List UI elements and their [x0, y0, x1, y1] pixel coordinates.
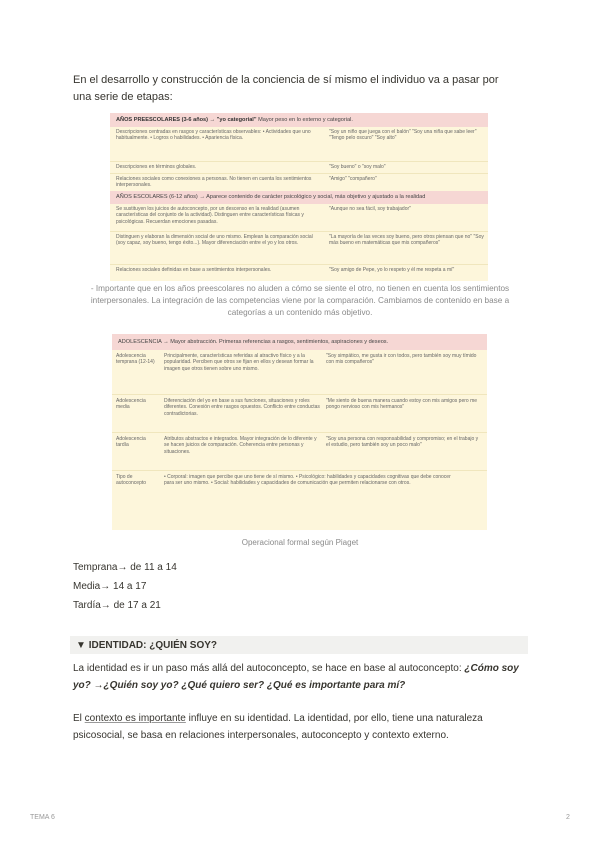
table-section-header: AÑOS ESCOLARES (6-12 años) → Aparece contenido de carácter psicológico y social, más objetivo y ajustado a la realidad [110, 191, 488, 204]
stage-media: Media→ 14 a 17 [73, 581, 147, 592]
table2-caption: Operacional formal según Piaget [241, 538, 359, 547]
triangle-down-icon: ▼ [76, 640, 86, 651]
stage-temprana: Temprana→ de 11 a 14 [73, 562, 177, 573]
table1-caption: - Importante que en los años preescolares no aluden a cómo se siente el otro, no tienen en cuenta los sentimientos interpersonales. La integración de las competencias viene por la comparación. Cambiamos de contenido en base a categorías a un contenido más objetivo. [90, 284, 510, 317]
table-row: Distinguen y elaboran la dimensión social de uno mismo. Emplean la comparación social (soy capaz, soy bueno, tengo éxito...). Mayor diferenciación entre el yo y los otros. "La mayoría de las veces soy bueno, pero otros piensan que no" "Soy más bueno en matemáticas que mis compañeros" [110, 231, 488, 264]
table-row: Adolescencia tardía Atributos abstractos e integrados. Mayor integración de lo diferente y se hacen juicios de comparación. Coherencia entre personas y situaciones. "Soy una persona con responsabilidad y compromiso; en el trabajo y el estudio, pero también soy un poco malo" [112, 432, 487, 470]
table-row: Descripciones centradas en rasgos y características observables: • Actividades que uno habitualmente. • Logros o habilidades. • Apariencia física. "Soy un niño que juega con el balón" "Soy una niña que sabe leer" "Tengo pelo oscuro" "Soy alto" [116, 129, 477, 142]
table-row: Tipo de autoconcepto • Corporal: imagen que percibe que uno tiene de sí mismo. • Psicológico: habilidades y capacidades cognitivas que debe conocer para ser uno mismo. • Social: habilidades y capacidades de comunicación que permiten relacionarse con otros. [112, 470, 487, 510]
page-number: 2 [566, 814, 570, 821]
preschool-school-table [110, 113, 488, 281]
table-row: Se sustituyen los juicios de autoconcepto, por un descenso en la realidad (asumen características del conjunto de la actividad). Distinguen entre características físicas y psicológicas. Recuerdan emociones pasadas. "Aunque no sea fácil, soy trabajador" [116, 206, 411, 225]
table-row: Relaciones sociales definidas en base a sentimientos interpersonales. "Soy amigo de Pepe, yo lo respeto y él me respeta a mí" [110, 264, 488, 280]
footer-title: TEMA 6 [30, 814, 55, 821]
stage-tardia: Tardía→ de 17 a 21 [73, 600, 161, 611]
toggle-title: IDENTIDAD: ¿QUIÉN SOY? [88, 640, 218, 651]
table-row: Adolescencia media Diferenciación del yo en base a sus funciones, situaciones y roles diferentes. Conexión entre rasgos opuestos. Conflicto entre conductas contradictorias. "Me siento de buena manera cuando estoy con mis amigos pero me pongo nervioso con mis hermanos" [112, 394, 487, 432]
identity-paragraph: La identidad es ir un paso más allá del autoconcepto, se hace en base al autoconcepto: ¿Cómo soy yo? →¿Quién soy yo? ¿Qué quiero ser? ¿Qué es importante para mí? [73, 663, 519, 691]
adolescence-table [112, 334, 487, 530]
identity-toggle[interactable] [70, 636, 528, 654]
table-row: Relaciones sociales como conexiones a personas. No tienen en cuenta los sentimientos interpersonales. "Amigo" "compañero" [110, 173, 488, 191]
table-row: Adolescencia temprana (12-14) Principalmente, características referidas al atractivo físico y a la popularidad. Perciben que otros se fijan en ellos y desean formar la imagen que otros tienen sobre uno mismo. "Soy simpático, me gusta ir con todos, pero también soy muy tímido con mis compañeros" [116, 353, 477, 372]
table-header: ADOLESCENCIA → Mayor abstracción. Primeras referencias a rasgos, sentimientos, aspiraciones y deseos. [112, 334, 487, 350]
intro-paragraph: En el desarrollo y construcción de la conciencia de sí mismo el individuo va a pasar por una serie de etapas: [73, 74, 499, 103]
context-paragraph: El contexto es importante influye en su identidad. La identidad, por ello, tiene una naturaleza psicosocial, se basa en relaciones interpersonales, autoconcepto y contexto externo. [73, 713, 483, 741]
context-link[interactable]: contexto es importante [84, 713, 186, 724]
table-header: AÑOS PREESCOLARES (3-6 años) → "yo categorial" Mayor peso en lo externo y categorial. [110, 113, 488, 127]
table-row: Descripciones en términos globales. "Soy bueno" o "soy malo" [110, 161, 488, 173]
